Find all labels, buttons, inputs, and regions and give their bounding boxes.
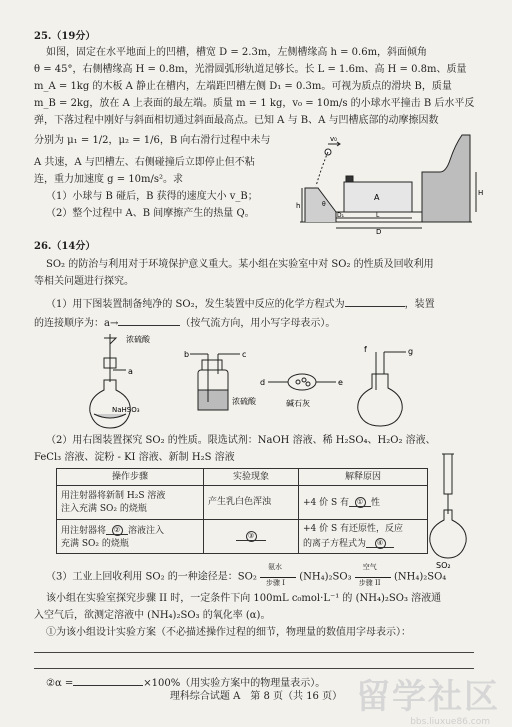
port-d: d (260, 378, 266, 387)
flask-so2-label: SO₂ (436, 561, 451, 570)
syringe-flask-figure (420, 452, 480, 570)
step1-arrow (260, 563, 296, 587)
q25-line-2: θ = 45°，右侧槽缘高 H = 0.8m，光滑圆弧形轨道足够长。长 L = 1.6m、高 H = 0.8m、质量 (34, 64, 467, 75)
alpha-prefix: ②α = (46, 678, 74, 689)
apparatus-figure (80, 330, 450, 440)
port-g: g (408, 347, 414, 356)
q26-part3-q2 (46, 676, 325, 689)
row2-reason-prefix: 的离子方程式为 (303, 538, 367, 549)
row2-reason-line1: +4 价 S 有还原性，反应 (303, 523, 404, 534)
blank-number-4: ④ (375, 538, 386, 549)
q25-figure (296, 130, 485, 236)
table-row (57, 486, 428, 520)
row1-op-line1: 用注射器将新制 H₂S 溶液 (61, 490, 166, 501)
trough-diagram (300, 135, 476, 228)
alpha-suffix: ×100%（用实验方案中的物理量表示）。 (143, 678, 326, 689)
mu-separator: ，μ₂ = (108, 135, 144, 146)
lime-label: 碱石灰 (286, 399, 310, 408)
row1-phenomenon: 产生乳白色浑浊 (204, 486, 299, 520)
step1-reagent: 氨水 (268, 563, 283, 571)
row2-reason (299, 520, 428, 554)
q26-intro-2: 等相关问题进行探究。 (34, 276, 134, 287)
salt-label: NaHSO₃ (112, 406, 140, 414)
mu-suffix: ，B 向右滑行过程中未与 (159, 135, 271, 146)
header-operation: 操作步骤 (57, 469, 204, 486)
answer-blank-order[interactable] (118, 316, 180, 326)
q25-subq-1: （1）小球与 B 碰后，B 获得的速度大小 v_B； (46, 191, 258, 202)
blank-number-2: ② (112, 525, 123, 536)
answer-blank-2[interactable] (106, 525, 128, 535)
page-footer: 理科综合试题 A 第 8 页（共 16 页） (169, 691, 343, 702)
part1-text: （1）用下图装置制备纯净的 SO₂，发生装置中反应的化学方程式为 (46, 299, 345, 310)
step2-arrow (355, 563, 391, 587)
row1-operation (57, 486, 204, 520)
answer-blank-equation[interactable] (345, 297, 405, 307)
part1-order-end: （按气流方向，用小写字母表示）。 (180, 318, 336, 329)
q26-part1-line1 (46, 297, 435, 310)
q26-header: 26.（14分） (34, 241, 96, 252)
q25-line-3: m_A = 1kg 的木板 A 静止在槽内，左端距凹槽左侧 D₁ = 0.3m。可视为质点的滑块 B，质量 (34, 81, 452, 92)
q26-part2-line1: （2）用右图装置探究 SO₂ 的性质。限选试剂：NaOH 溶液、稀 H₂SO₄、H₂O₂ 溶液、 (46, 435, 436, 446)
header-phenomenon: 实验现象 (204, 469, 299, 486)
q26-part3-q1: ①为该小组设计实验方案（不必描述操作过程的细节，物理量的数值用字母表示）： (46, 627, 411, 638)
label-d: D (376, 228, 382, 236)
watermark-url: bbs.liuxue86.com (410, 717, 490, 727)
header-reason: 解释原因 (299, 469, 428, 486)
row2-op-line2: 充满 SO₂ 的烧瓶 (61, 538, 129, 549)
q25-line-7: 连，重力加速度 g = 10m/s²。求 (34, 174, 184, 185)
row2-op-suffix: 溶液注入 (128, 525, 165, 536)
row1-reason-suffix: 性 (371, 498, 381, 508)
port-f: f (364, 345, 367, 354)
label-h: h (296, 202, 301, 210)
step2-reagent: 空气 (362, 563, 377, 571)
q26-part2-line2: FeCl₃ 溶液、淀粉 - KI 溶液、新制 H₂S 溶液 (34, 452, 235, 463)
table-row (57, 520, 428, 554)
collecting-flask (358, 352, 406, 426)
row1-reason (299, 486, 428, 520)
q25-line-1: 如图，固定在水平地面上的凹槽，槽宽 D = 2.3m，左侧槽缘高 h = 0.6m，斜面倾角 (46, 47, 428, 58)
q25-header: 25.（19分） (34, 31, 96, 42)
acid-label-2: 浓硫酸 (232, 397, 256, 406)
q25-line-6: A 共速，A 与凹槽左、右侧碰撞后立即停止但不粘 (34, 157, 255, 168)
answer-blank-4[interactable] (366, 538, 394, 548)
port-c: c (242, 350, 247, 359)
answer-blank-3[interactable] (236, 531, 266, 541)
port-e: e (338, 378, 343, 387)
blank-number-1: ① (355, 497, 366, 508)
part3-prefix: （3）工业上回收利用 SO₂ 的一种途径是：SO₂ (46, 571, 257, 583)
answer-line-2[interactable] (34, 668, 474, 669)
part3-intermediate: (NH₄)₂SO₃ (299, 571, 352, 583)
answer-blank-alpha[interactable] (73, 676, 143, 686)
q26-part1-line2 (34, 316, 335, 329)
row1-reason-text: +4 价 S 有 (303, 498, 350, 508)
label-a: A (374, 193, 380, 202)
part1-text-end: ，装置 (404, 299, 435, 310)
part1-order-text: 的连接顺序为：a→ (34, 318, 119, 329)
row2-op-prefix: 用注射器将 (61, 525, 107, 536)
answer-line-1[interactable] (34, 652, 474, 653)
row2-op-line1 (61, 525, 199, 536)
watermark-text: 留学社区 (356, 677, 500, 717)
drying-tube (268, 374, 336, 390)
step1-label: 步骤 I (266, 579, 286, 587)
label-theta: θ (322, 201, 326, 208)
label-v0: v₀ (330, 135, 337, 143)
blank-number-3: ③ (246, 531, 257, 542)
q26-intro-1: SO₂ 的防治与利用对于环境保护意义重大。某小组在实验室中对 SO₂ 的性质及回收利用 (46, 259, 434, 270)
experiment-table (56, 468, 428, 554)
q25-mu-line (34, 136, 270, 146)
answer-blank-1[interactable] (349, 497, 371, 507)
label-bigh: H (478, 189, 484, 197)
port-a: a (128, 367, 133, 376)
q26-part3-line1: 该小组在实验室探究步骤 II 时，一定条件下向 100mL c₀mol·L⁻¹ 的 (NH₄)₂SO₃ 溶液通 (46, 593, 442, 604)
label-d1: D₁ (337, 212, 345, 219)
row2-phenomenon (204, 520, 299, 554)
row1-op-line2: 注入充满 SO₂ 的烧瓶 (61, 503, 147, 514)
row2-operation (57, 520, 204, 554)
slider-b (346, 176, 353, 182)
watermark (356, 677, 500, 727)
part3-product: (NH₄)₂SO₄ (393, 571, 447, 583)
q25-subq-2: （2）整个过程中 A、B 间摩擦产生的热量 Q。 (46, 208, 255, 219)
q25-line-4: m_B = 2kg，放在 A 上表面的最左端。质量 m = 1 kg，v₀ = 10m/s 的小球水平撞击 B 后水平反 (34, 98, 475, 109)
row2-reason-line2 (303, 538, 423, 549)
mu-prefix: 分别为 μ₁ = (34, 135, 93, 146)
q26-part3-line2: 入空气后，欲测定溶液中 (NH₄)₂SO₃ 的氧化率 (α)。 (34, 610, 271, 621)
mu2-value: 1/6 (143, 135, 160, 146)
label-l: L (376, 212, 380, 219)
mu1-value: 1/2 (92, 135, 109, 146)
port-b: b (184, 350, 190, 359)
q25-line-5: 弹，下落过程中刚好与斜面相切通过斜面最高点。已知 A 与 B、A 与凹槽底部的动摩擦因数 (34, 115, 439, 126)
acid-label-1: 浓硫酸 (126, 335, 150, 344)
table-header-row (57, 469, 428, 486)
q26-part3-path (46, 563, 447, 587)
step2-label: 步骤 II (358, 579, 381, 587)
